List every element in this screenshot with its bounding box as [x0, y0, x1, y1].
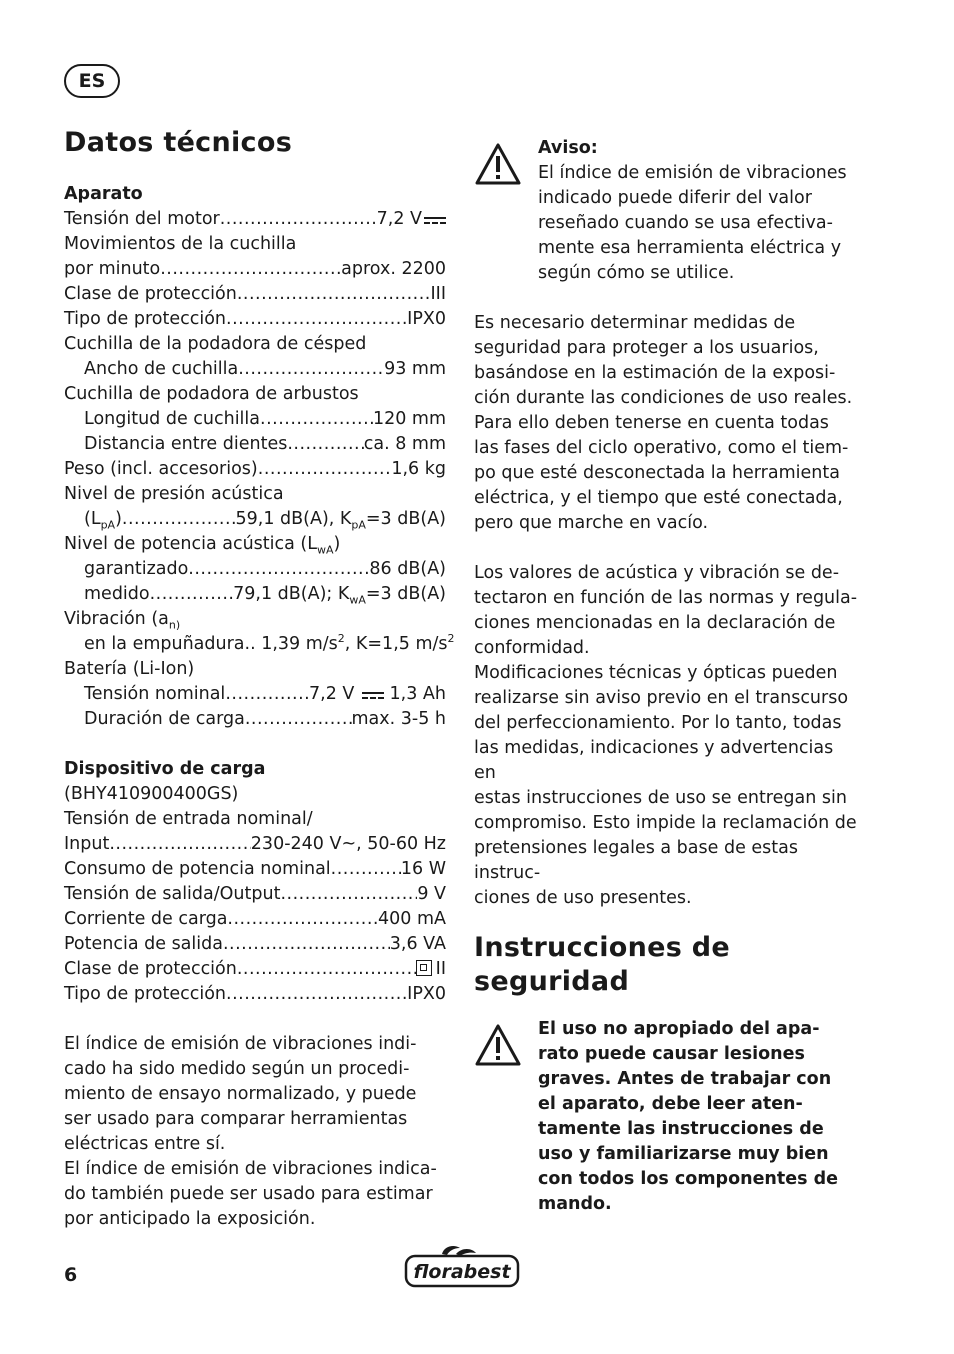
spec-blade-length: Longitud de cuchilla ..... 120 mm [64, 407, 446, 432]
spec-sound-pressure: Nivel de presión acústica [64, 484, 284, 504]
section-title-technical-data: Datos técnicos [64, 127, 293, 158]
leader-dots [226, 307, 407, 332]
subheading-device: Aparato [64, 184, 143, 204]
spec-blade-width: Ancho de cuchilla ..... 93 mm [64, 357, 446, 382]
notice-block: Aviso: El índice de emisión de vibraciones indicado puede diferir del valor reseñado cuando se usa efectiva- mente esa herramienta eléctrica y según cómo se utilice. [474, 136, 860, 286]
spec-shrub-blade: Cuchilla de podadora de arbustos [64, 384, 359, 404]
page-number: 6 [64, 1264, 78, 1286]
left-column [64, 126, 455, 1232]
spec-input: Input ..... 230-240 V~, 50-60 Hz [64, 832, 446, 857]
spec-battery: Batería (Li-Ion) [64, 659, 195, 679]
subheading-charger: Dispositivo de carga [64, 759, 266, 779]
spec-charge-current: Corriente de carga ..... 400 mA [64, 907, 446, 932]
spec-charge-duration: Duración de carga ..... max. 3-5 h [64, 707, 446, 732]
brand-logo-text: florabest [413, 1261, 511, 1283]
leader-dots [258, 457, 392, 482]
leader-dots [237, 282, 431, 307]
warning-triangle-icon [474, 136, 538, 286]
leader-dots [237, 957, 416, 982]
leader-dots [160, 257, 341, 282]
leader-dots [225, 682, 309, 707]
spec-protection-type: Tipo de protección ..... IPX0 [64, 307, 446, 332]
leader-dots [287, 432, 363, 457]
spec-blade-movements: Movimientos de la cuchilla [64, 234, 297, 254]
spec-protection-class: Clase de protección ..... III [64, 282, 446, 307]
section-title-safety: Instrucciones de seguridad [474, 932, 731, 997]
spec-charger-protection-type: Tipo de protección ..... IPX0 [64, 982, 446, 1007]
language-code: ES [78, 70, 106, 92]
leader-dots [226, 982, 407, 1007]
spec-output-voltage: Tensión de salida/Output ..... 9 V [64, 882, 446, 907]
leader-dots [260, 407, 373, 432]
spec-weight: Peso (incl. accesorios) ..... 1,6 kg [64, 457, 446, 482]
vibration-paragraph-2: El índice de emisión de vibraciones indica- do también puede ser usado para estimar por anticipado la exposición. [64, 1159, 437, 1229]
standards-paragraph: Los valores de acústica y vibración se de- tectaron en función de las normas y regula- ciones mencionadas en la declaración de conformidad. [474, 563, 858, 658]
spec-sound-power: Nivel de potencia acústica $(L_{wA})$ [64, 534, 341, 557]
warning-triangle-icon [474, 1017, 538, 1217]
leader-dots [238, 357, 384, 382]
leader-dots [122, 507, 236, 532]
vibration-paragraph-1: El índice de emisión de vibraciones indi- cado ha sido medido según un procedi- miento de ensayo normalizado, y puede ser usado para comparar herramientas eléctricas entre sí. [64, 1034, 417, 1154]
protection-class-ii-icon [416, 960, 432, 976]
spec-input-voltage: Tensión de entrada nominal/ [64, 809, 313, 829]
dc-voltage-icon [362, 690, 384, 699]
spec-motor-voltage: Tensión del motor ..... 7,2 V [64, 207, 446, 232]
spec-per-minute: por minuto ..... aprox. 2200 [64, 257, 446, 282]
safety-measures-paragraph: Es necesario determinar medidas de seguridad para proteger a los usuarios, basándose en la estimación de la exposi- ción durante las condiciones de uso reales. Para ello deben tenerse en cuenta todas las fases del ciclo operativo, como el tiem- po que esté desconectada la herramienta eléctrica, y el tiempo que esté conectada, pero que marche en vacío. [474, 313, 853, 533]
leader-dots [223, 932, 390, 957]
notice-title: Aviso: [538, 138, 598, 158]
language-badge [64, 64, 120, 98]
safety-warning-block: El uso no apropiado del apa- rato puede causar lesiones graves. Antes de trabajar con el aparato, debe leer aten- tamente las instrucciones de uso y familiarizarse muy bien con todos los componentes de mando. [474, 1017, 860, 1217]
leader-dots [109, 832, 250, 857]
leader-dots [150, 582, 234, 607]
spec-output-power: Potencia de salida ..... 3,6 VA [64, 932, 446, 957]
spec-power-consumption: Consumo de potencia nominal ..... 16 W [64, 857, 446, 882]
spec-nominal-voltage: Tensión nominal ..... 7,2 V 1,3 Ah [64, 682, 446, 707]
modifications-paragraph: Modificaciones técnicas y ópticas pueden realizarse sin aviso previo en el transcurso del perfeccionamiento. Por lo tanto, todas las medidas, indicaciones y advertencias en estas instrucciones de uso se entregan sin compromiso. Esto impide la reclamación de pretensiones legales a base de estas instruc- ciones de uso presentes. [474, 663, 857, 908]
spec-vibration: Vibración ($a_{n)}$ [64, 609, 181, 632]
spec-measured: medido ..... 79,1 dB(A); $K_{wA}=3$ dB(A) [64, 582, 446, 607]
spec-lawn-blade: Cuchilla de la podadora de césped [64, 334, 367, 354]
spec-guaranteed: garantizado ..... 86 dB(A) [64, 557, 446, 582]
leader-dots [188, 557, 369, 582]
leader-dots [220, 207, 377, 232]
leader-dots [245, 707, 352, 732]
brand-logo [404, 1244, 520, 1290]
leader-dots [227, 907, 378, 932]
spec-lpa: $(L_{pA})$ ..... 59,1 dB(A), $K_{pA}=3$ dB(A) [64, 507, 446, 532]
leader-dots [331, 857, 401, 882]
right-column [474, 136, 860, 1217]
spec-grip-vibration: en la empuñadura.. 1,39 $m/s^2$, K=1,5 $m/s^2$ [84, 632, 455, 654]
spec-charger-model: (BHY410900400GS) [64, 784, 239, 804]
spec-tooth-distance: Distancia entre dientes ..... ca. 8 mm [64, 432, 446, 457]
dc-voltage-icon [424, 215, 446, 224]
leader-dots [280, 882, 417, 907]
spec-charger-protection-class: Clase de protección ..... II [64, 957, 446, 982]
